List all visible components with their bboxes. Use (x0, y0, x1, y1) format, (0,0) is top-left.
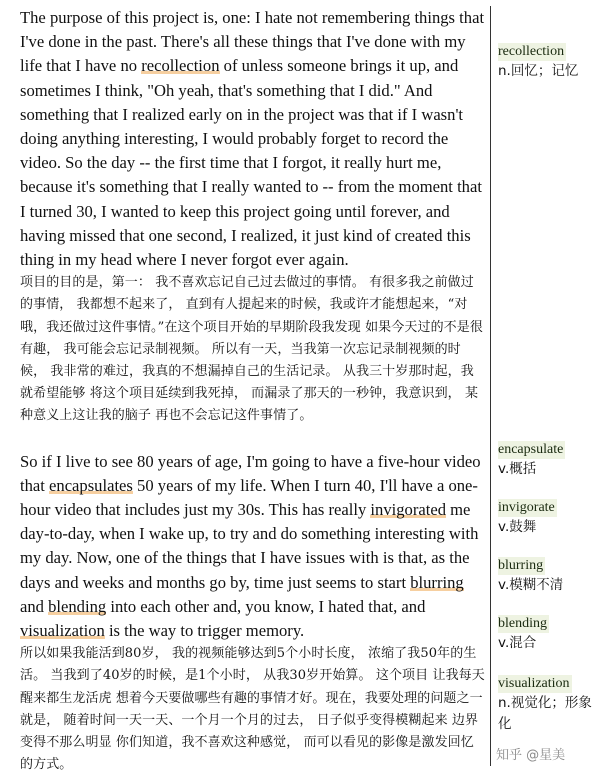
highlight-blurring[interactable]: blurring (410, 572, 464, 592)
vocab-note-blending (498, 614, 598, 654)
margin-divider (490, 6, 491, 766)
text-segment: 50 years of my life. When I turn 40, I'll have a one-hour video that includes just my 30s. This has really (20, 475, 478, 520)
highlight-recollection[interactable]: recollection (141, 56, 220, 76)
vocab-note-blurring (498, 556, 598, 596)
vocab-meaning: n.视觉化；形象化 (498, 695, 592, 732)
vocab-meaning: v.鼓舞 (498, 519, 537, 535)
text-segment: is the way to trigger memory. (104, 621, 305, 641)
vocab-note-invigorate (498, 498, 598, 538)
vocab-word: blurring (498, 558, 544, 573)
highlight-blending[interactable]: blending (48, 596, 107, 616)
text-segment: of unless someone brings it up, and sometimes I think, "Oh yeah, that's something that I did." And something that I realized early on in the project was that if I wasn't doing anything interesting, I would probably forget to record the video. So the day -- the first time that I forgot, it really hurt me, because it's something that I really wanted to -- from the moment that I turned 30, I wanted to keep this project going until forever, and having missed that one second, I realized, it just kind of created this thing in my head where I never forgot ever again. (20, 56, 482, 270)
vocab-note-visualization (498, 674, 598, 735)
vocab-meaning: v.模糊不清 (498, 577, 564, 593)
chinese-paragraph-1: 项目的目的是，第一： 我不喜欢忘记自己过去做过的事情。 有很多我之前做过的事情， 我都想不起来了， 直到有人提起来的时候，我或许才能想起来，“对哦，我还做过这件事情。”在这个项目开始的早期阶段我发现 如果今天过的不是很有趣， 我可能会忘记录制视频。 所以有一天，当我第一次忘记录制视频的时候， 我非常的难过，我真的不想漏掉自己的生活记录。 从我三十岁那时起，我就希望能够 将这个项目延续到我死掉， 而漏录了那天的一秒钟，我意识到， 某种意义上这让我的脑子 再也不会忘记这件事情了。 (20, 275, 483, 424)
vocab-meaning: n.回忆；记忆 (498, 63, 579, 79)
vocab-word: invigorate (498, 500, 555, 515)
vocab-word: visualization (498, 676, 570, 691)
vocab-word: recollection (498, 44, 565, 59)
text-segment: The purpose of this project is, one: I hate not remembering things that I've done in the past. There's all these things that I've done with my life that I have no (20, 8, 485, 76)
chinese-paragraph-2: 所以如果我能活到80岁， 我的视频能够达到5个小时长度， 浓缩了我50年的生活。 当我到了40岁的时候，是1个小时， 从我30岁开始算。 这个项目 让我每天醒来都生龙活虎 想着今天要做哪些有趣的事情才好。现在，我要处理的问题之一就是， 随着时间一天一天、一个月一个月的过去， 日子似乎变得模糊起来 边界变得不那么明显 你们知道，我不喜欢这种感觉， 而可以看见的影像是激发回忆的方式。 (20, 646, 485, 773)
vocab-meaning: v.概括 (498, 461, 537, 477)
highlight-visualization[interactable]: visualization (20, 621, 105, 641)
english-paragraph-2 (20, 450, 486, 644)
vocab-word: encapsulate (498, 442, 564, 457)
vocab-note-recollection (498, 42, 598, 82)
text-segment: me day-to-day, when I wake up, to try and do something interesting with my day. Now, one of the things that I have issues with is that, as the days and weeks and months go by, time just seems to start (20, 500, 479, 592)
vocab-word: blending (498, 616, 547, 631)
vocab-meaning: v.混合 (498, 635, 537, 651)
highlight-encapsulates[interactable]: encapsulates (49, 475, 133, 495)
text-segment: So if I live to see 80 years of age, I'm going to have a five-hour video that (20, 451, 481, 495)
text-segment: into each other and, you know, I hated that, and (106, 596, 426, 616)
zhihu-watermark: 知乎 @星美 (496, 748, 566, 763)
transcript-column (20, 6, 486, 777)
english-paragraph-1 (20, 6, 486, 272)
text-segment: and (20, 596, 49, 616)
vocab-note-encapsulate (498, 440, 598, 480)
highlight-invigorated[interactable]: invigorated (370, 500, 446, 520)
